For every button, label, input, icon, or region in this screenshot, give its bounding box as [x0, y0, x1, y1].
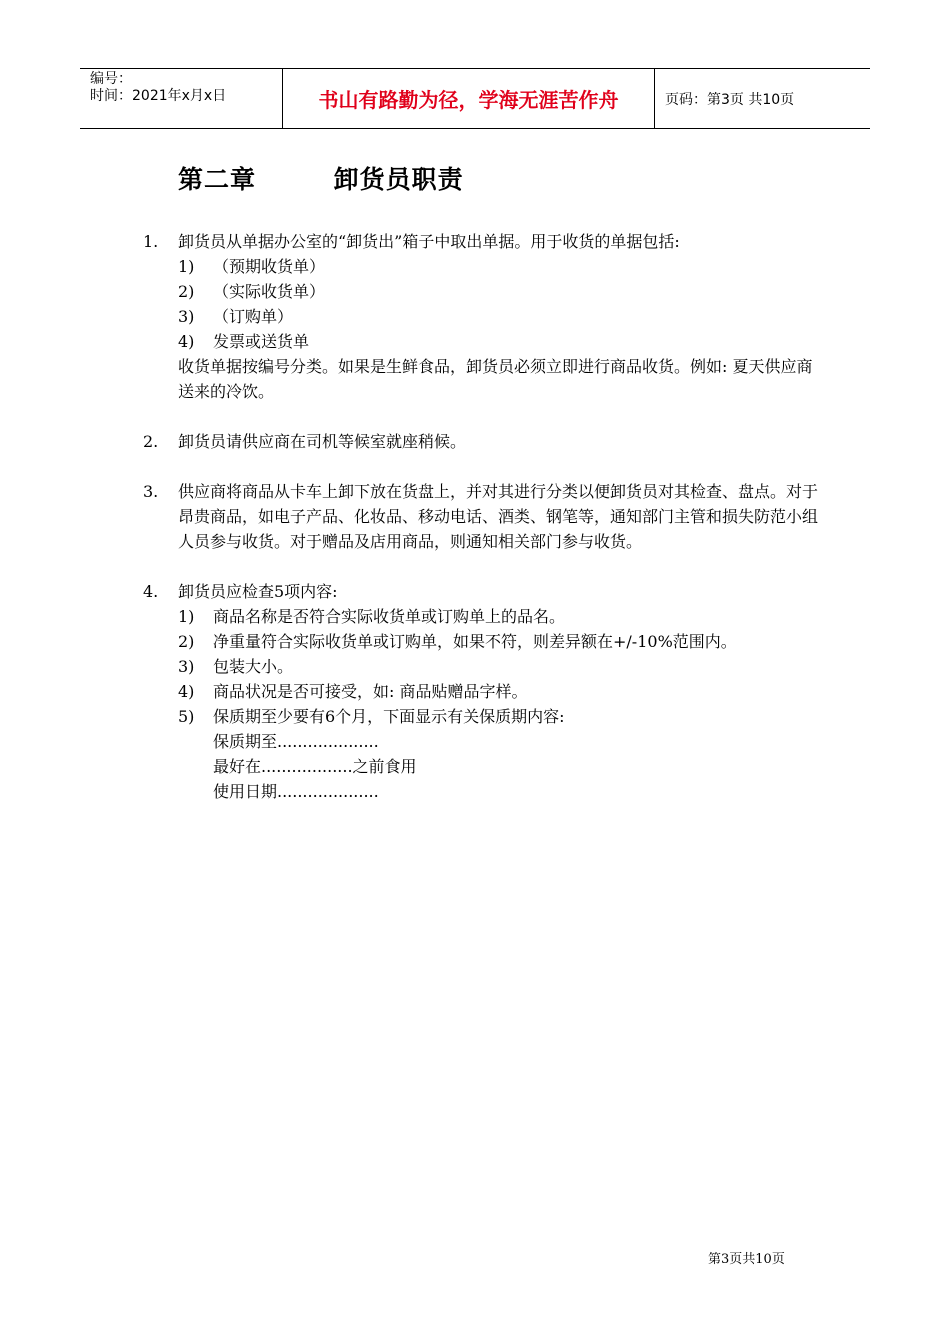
item-number: 2. — [143, 432, 159, 451]
sub-item — [178, 654, 823, 679]
sub-item — [178, 629, 823, 654]
sub-item-number: 1) — [178, 257, 195, 276]
sub-item-number: 2) — [178, 632, 195, 651]
document-time-label: 时间：2021年x月x日 — [90, 88, 227, 104]
item-number: 1. — [143, 232, 159, 251]
chapter-title: 第二章 卸货员职责 — [178, 165, 464, 194]
sub-item — [178, 254, 823, 279]
list-item — [143, 479, 823, 554]
sub-item-number: 4) — [178, 682, 195, 701]
sub-item-number: 1) — [178, 607, 195, 626]
item-text: 卸货员从单据办公室的“卸货出”箱子中取出单据。用于收货的单据包括: — [178, 232, 680, 251]
list-item — [143, 579, 823, 804]
sub-item — [178, 679, 823, 704]
sub-item — [178, 279, 823, 304]
sub-item-text: 包装大小。 — [213, 657, 294, 676]
item-text: 卸货员请供应商在司机等候室就座稍候。 — [178, 432, 467, 451]
expiry-line: 保质期至.................... — [213, 732, 379, 751]
sub-item — [178, 704, 823, 804]
sub-item-number: 2) — [178, 282, 195, 301]
item-text: 供应商将商品从卡车上卸下放在货盘上，并对其进行分类以便卸货员对其检查、盘点。对于昂贵商品，如电子产品、化妆品、移动电话、酒类、钢笔等，通知部门主管和损失防范小组人员参与收货。对于赠品及店用商品，则通知相关部门参与收货。 — [178, 482, 819, 551]
item-number: 4. — [143, 582, 159, 601]
page-info-text: 页码：第3页 共10页 — [665, 91, 795, 108]
document-body — [143, 229, 823, 829]
sub-item-text: 净重量符合实际收货单或订购单，如果不符，则差异额在+/-10%范围内。 — [213, 632, 737, 651]
sub-item-text: （预期收货单） — [213, 257, 326, 276]
sub-item-text: 商品名称是否符合实际收货单或订购单上的品名。 — [213, 607, 566, 626]
sub-item-number: 3) — [178, 307, 195, 326]
sub-item-number: 3) — [178, 657, 195, 676]
list-item — [143, 229, 823, 404]
page-footer: 第3页共10页 — [708, 1252, 785, 1267]
sub-item-text: 商品状况是否可接受，如: 商品贴赠品字样。 — [213, 682, 528, 701]
sub-item — [178, 604, 823, 629]
list-item — [143, 429, 823, 454]
item-text: 卸货员应检查5项内容: — [178, 582, 338, 601]
expiry-line: 使用日期.................... — [213, 782, 379, 801]
item-number: 3. — [143, 482, 159, 501]
page-header — [80, 68, 870, 129]
item-followup-text: 收货单据按编号分类。如果是生鲜食品，卸货员必须立即进行商品收货。例如: 夏天供应商送来的冷饮。 — [178, 357, 813, 401]
sub-item-number: 5) — [178, 707, 195, 726]
sub-item-text: 保质期至少要有6个月，下面显示有关保质期内容: — [213, 707, 565, 726]
sub-item-text: 发票或送货单 — [213, 332, 310, 351]
motto-text: 书山有路勤为径，学海无涯苦作舟 — [318, 88, 619, 112]
sub-item — [178, 304, 823, 329]
document-number-label: 编号： — [90, 71, 132, 87]
sub-item — [178, 329, 823, 354]
sub-item-text: （订购单） — [213, 307, 294, 326]
header-meta — [80, 69, 282, 128]
sub-item-text: （实际收货单） — [213, 282, 326, 301]
header-page-info — [655, 69, 870, 128]
header-motto — [282, 69, 655, 128]
expiry-line: 最好在..................之前食用 — [213, 757, 417, 776]
expiry-lines — [213, 729, 823, 804]
sub-item-number: 4) — [178, 332, 195, 351]
